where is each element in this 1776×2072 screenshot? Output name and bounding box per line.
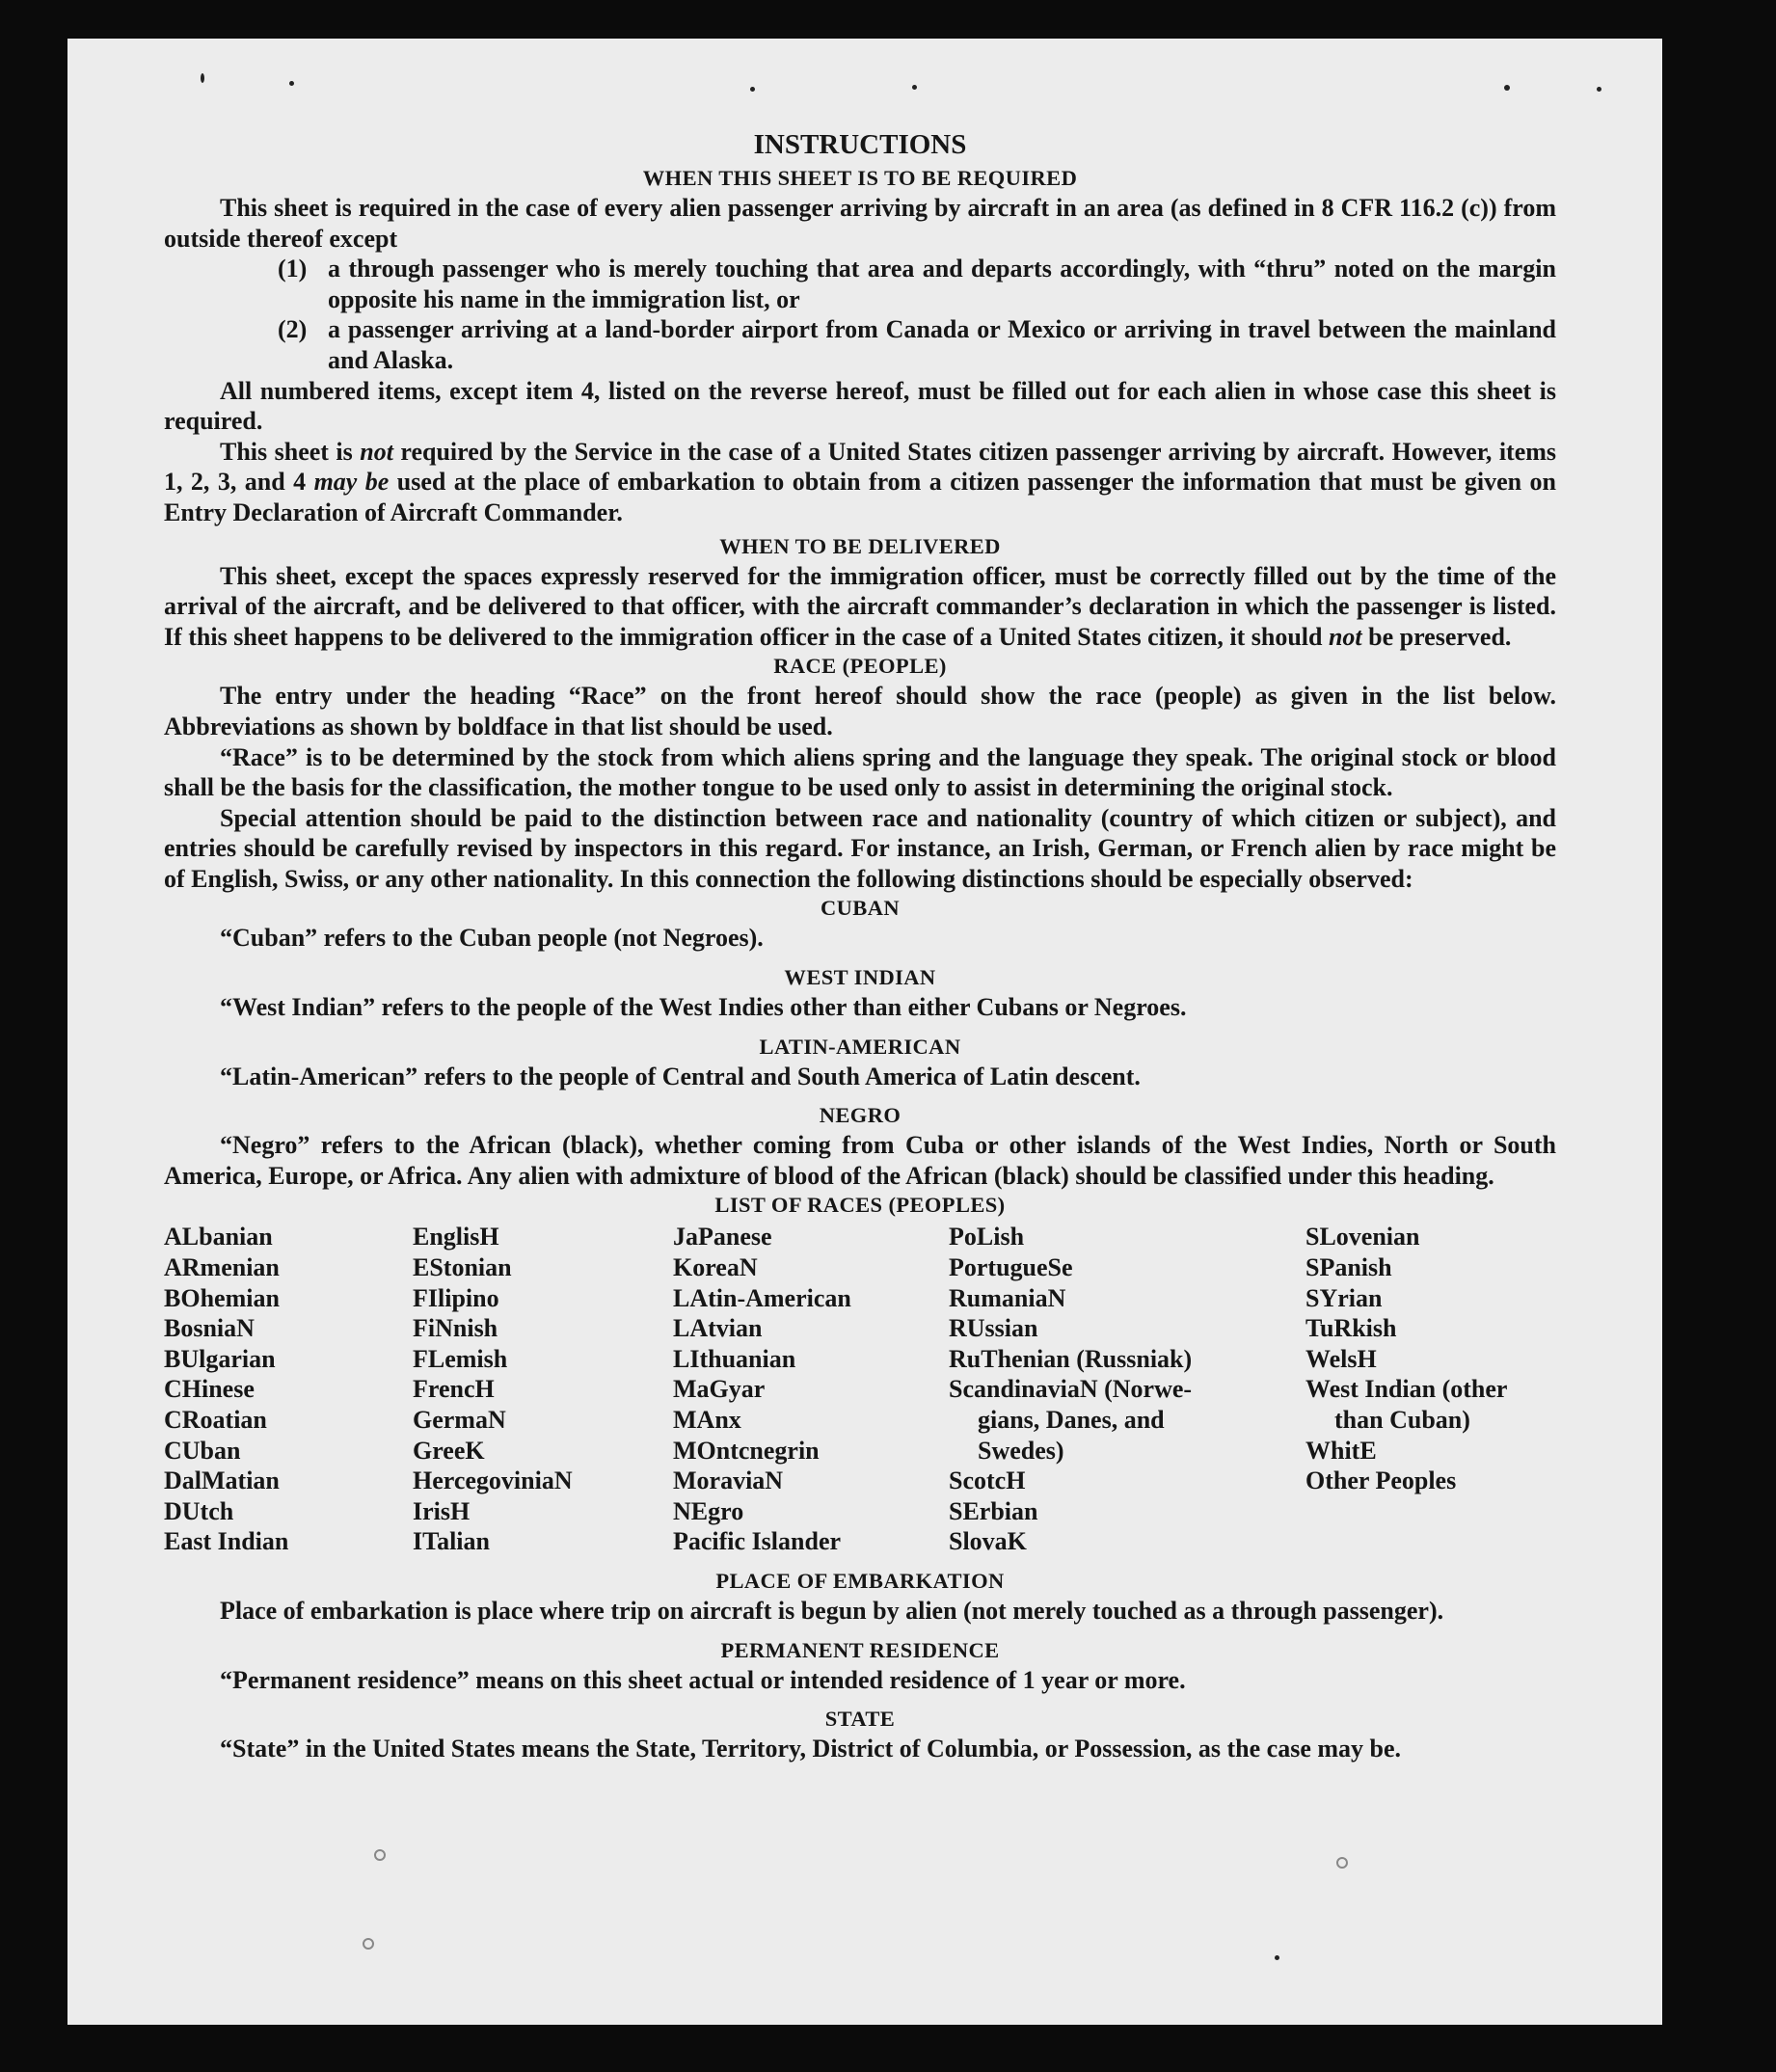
race-list-item: MAnx: [673, 1406, 741, 1434]
race-list-item: SlovaK: [949, 1527, 1027, 1556]
exception-item-1-number: (1): [278, 255, 308, 283]
residence-definition: “Permanent residence” means on this sheet actual or intended residence of 1 year or more.: [220, 1665, 1186, 1694]
race-list-item: FrencH: [413, 1375, 495, 1404]
exception-item-2-number: (2): [278, 315, 308, 344]
race-list-item: EStonian: [413, 1253, 512, 1282]
race-list-item: FiNnish: [413, 1314, 498, 1343]
embarkation-definition: Place of embarkation is place where trip on aircraft is begun by alien (not merely touched as a through passenger).: [220, 1596, 1444, 1625]
race-list-item: East Indian: [164, 1527, 289, 1556]
race-list-item: ITalian: [413, 1527, 490, 1556]
exception-item-1: [164, 254, 1556, 314]
heading-latin-american: LATIN-AMERICAN: [759, 1034, 961, 1059]
heading-place-of-embarkation: PLACE OF EMBARKATION: [715, 1568, 1005, 1593]
negro-definition: “Negro” refers to the African (black), whether coming from Cuba or other islands of the West Indies, North or South America, Europe, or Africa. Any alien with admixture of blood of the African (black) should be classified under this heading.: [164, 1131, 1556, 1190]
race-list-column-5: [1305, 1222, 1556, 1557]
exception-item-2-text: a passenger arriving at a land-border airport from Canada or Mexico or arriving in travel between the mainland and Alaska.: [328, 315, 1556, 374]
west-indian-definition: “West Indian” refers to the people of the West Indies other than either Cubans or Negroes.: [220, 993, 1187, 1022]
race-list-item: Swedes): [978, 1436, 1064, 1465]
race-list-column-4: [949, 1222, 1305, 1557]
race-list-item: GreeK: [413, 1436, 485, 1465]
scan-speck: [289, 81, 294, 86]
race-list-item: Pacific Islander: [673, 1527, 842, 1556]
race-list-item: FLemish: [413, 1344, 508, 1373]
race-list-item: ScandinaviaN (Norwe-: [949, 1375, 1193, 1404]
page-title: INSTRUCTIONS: [753, 129, 967, 160]
race-list-item: RumaniaN: [949, 1283, 1066, 1312]
race-list-item: LAtvian: [673, 1314, 763, 1343]
race-paragraph-1: The entry under the heading “Race” on the front hereof should show the race (people) as given in the list below. Abbreviations as shown by boldface in that list should be used.: [164, 682, 1556, 740]
when-delivered-paragraph: This sheet, except the spaces expressly reserved for the immigration officer, must be correctly filled out by the time of the arrival of the aircraft, and be delivered to that officer, with the aircraft commander’s declaration in which the passenger is listed. If this sheet happens to be delivered to the immigration officer in the case of a United States citizen, it should not be preserved.: [164, 561, 1556, 651]
race-list-item: IrisH: [413, 1496, 471, 1525]
race-list-item: CRoatian: [164, 1406, 267, 1434]
race-list-item: NEgro: [673, 1496, 744, 1525]
heading-list-of-races: LIST OF RACES (PEOPLES): [714, 1193, 1006, 1218]
race-list-item: LIthuanian: [673, 1344, 796, 1373]
race-list-item: than Cuban): [1334, 1406, 1470, 1434]
race-list-item: KoreaN: [673, 1253, 758, 1282]
race-paragraph-2: “Race” is to be determined by the stock from which aliens spring and the language they speak. The original stock or blood shall be the basis for the classification, the mother tongue to be used only to assist in determining the original stock.: [164, 742, 1556, 802]
race-list-item: MoraviaN: [673, 1467, 784, 1495]
race-list-item: BosniaN: [164, 1314, 255, 1343]
race-list-item: JaPanese: [673, 1223, 772, 1251]
race-list-item: HercegoviniaN: [413, 1467, 573, 1495]
race-list-item: MaGyar: [673, 1375, 766, 1404]
race-list-item: TuRkish: [1305, 1314, 1397, 1343]
heading-race: RACE (PEOPLE): [773, 654, 947, 679]
race-list-item: SErbian: [949, 1496, 1038, 1525]
heading-when-required: WHEN THIS SHEET IS TO BE REQUIRED: [642, 166, 1078, 190]
heading-cuban: CUBAN: [820, 896, 900, 921]
race-paragraph-3: Special attention should be paid to the distinction between race and nationality (country of which citizen or subject), and entries should be carefully revised by inspectors in this regard. For instance, an Irish, German, or French alien by race might be of English, Swiss, or any other nationality. In this connection the following distinctions should be especially observed:: [164, 803, 1556, 893]
exception-item-1-text: a through passenger who is merely touching that area and departs accordingly, with “thru” noted on the margin opposite his name in the immigration list, or: [328, 255, 1556, 313]
race-list-item: RuThenian (Russniak): [949, 1344, 1193, 1373]
heading-state: STATE: [824, 1707, 896, 1732]
heading-permanent-residence: PERMANENT RESIDENCE: [720, 1637, 1000, 1662]
race-list-item: EnglisH: [413, 1223, 499, 1251]
race-list-item: BOhemian: [164, 1283, 280, 1312]
race-list-item: DUtch: [164, 1496, 234, 1525]
race-list-item: SLovenian: [1305, 1223, 1420, 1251]
scan-ring-mark: [374, 1849, 386, 1861]
race-list-item: FIlipino: [413, 1283, 499, 1312]
race-list-column-1: [164, 1222, 413, 1557]
document-sheet: [67, 39, 1662, 2025]
race-list-item: PortugueSe: [949, 1253, 1073, 1282]
race-list-columns: [164, 1222, 1556, 1557]
heading-west-indian: WEST INDIAN: [784, 965, 936, 990]
when-required-paragraph-3: This sheet is not required by the Service in the case of a United States citizen passenger arriving by aircraft. However, items 1, 2, 3, and 4 may be used at the place of embarkation to obtain from a citizen passenger the information that must be given on Entry Declaration of Aircraft Commander.: [164, 437, 1557, 526]
race-list-item: SYrian: [1305, 1283, 1383, 1312]
race-list-column-3: [673, 1222, 949, 1557]
race-list-item: BUlgarian: [164, 1344, 276, 1373]
scan-speck: [750, 87, 755, 92]
scan-speck: [201, 73, 204, 83]
race-list-item: MOntcnegrin: [673, 1436, 820, 1465]
state-definition: “State” in the United States means the State, Territory, District of Columbia, or Possession, as the case may be.: [220, 1735, 1402, 1763]
race-list-item: Other Peoples: [1305, 1467, 1457, 1495]
scan-ring-mark: [363, 1938, 374, 1950]
exception-item-2: [164, 314, 1556, 375]
race-list-item: CHinese: [164, 1375, 255, 1404]
race-list-item: West Indian (other: [1305, 1375, 1508, 1404]
race-list-item: WhitE: [1305, 1436, 1377, 1465]
instructions-content: [164, 127, 1556, 1764]
cuban-definition: “Cuban” refers to the Cuban people (not Negroes).: [220, 924, 764, 953]
race-list-item: LAtin-American: [673, 1283, 851, 1312]
scan-ring-mark: [1336, 1857, 1348, 1869]
scan-speck: [912, 85, 917, 90]
race-list-item: SPanish: [1305, 1253, 1392, 1282]
latin-american-definition: “Latin-American” refers to the people of Central and South America of Latin descent.: [220, 1062, 1141, 1090]
when-required-paragraph-1: This sheet is required in the case of every alien passenger arriving by aircraft in an area (as defined in 8 CFR 116.2 (c)) from outside thereof except: [164, 194, 1556, 253]
race-list-item: ARmenian: [164, 1253, 280, 1282]
race-list-column-2: [413, 1222, 673, 1557]
race-list-item: ScotcH: [949, 1467, 1026, 1495]
race-list-item: WelsH: [1305, 1344, 1377, 1373]
heading-negro: NEGRO: [819, 1103, 901, 1128]
race-list-item: DalMatian: [164, 1467, 280, 1495]
race-list-item: PoLish: [949, 1223, 1025, 1251]
race-list-item: CUban: [164, 1436, 241, 1465]
scan-speck: [1597, 87, 1601, 92]
race-list-item: gians, Danes, and: [978, 1406, 1165, 1434]
scan-speck: [1275, 1955, 1279, 1960]
heading-when-delivered: WHEN TO BE DELIVERED: [719, 533, 1001, 558]
scan-speck: [1504, 85, 1510, 91]
race-list-item: ALbanian: [164, 1223, 273, 1251]
race-list-item: RUssian: [949, 1314, 1038, 1343]
race-list-item: GermaN: [413, 1406, 506, 1434]
when-required-paragraph-2: All numbered items, except item 4, listed on the reverse hereof, must be filled out for each alien in whose case this sheet is required.: [164, 376, 1556, 436]
